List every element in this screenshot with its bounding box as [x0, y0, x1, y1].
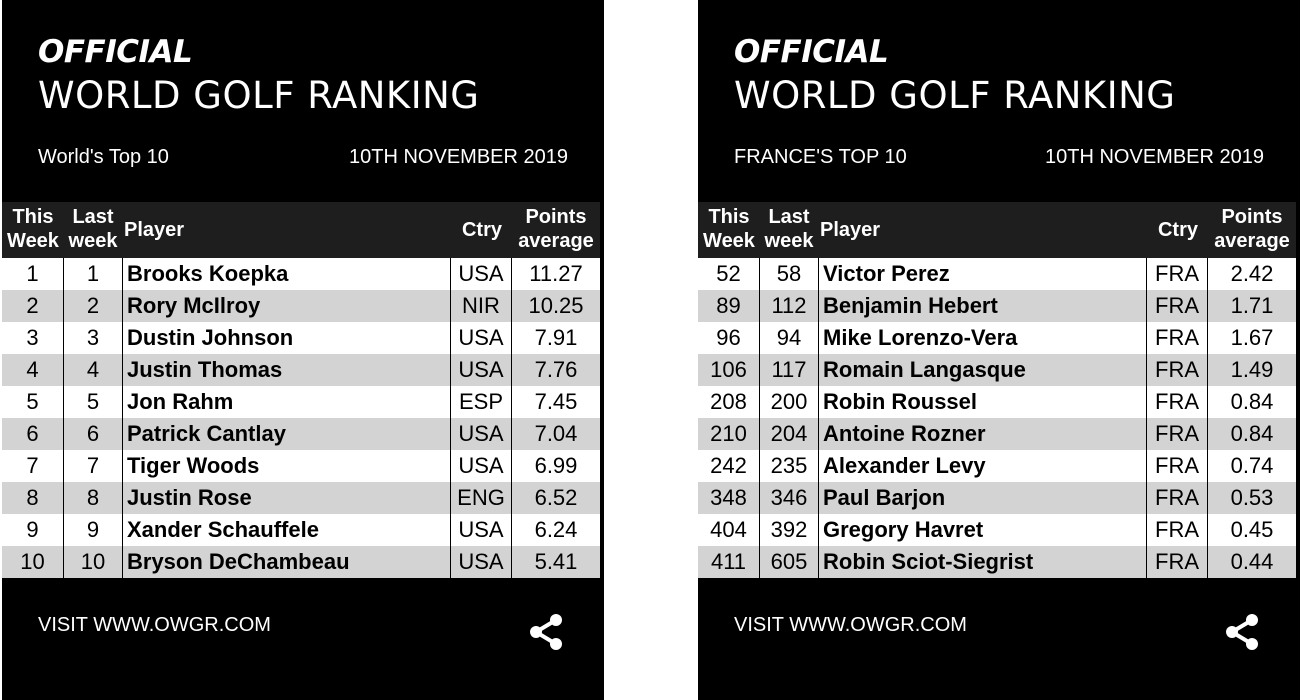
rank-last-week: 3 [64, 322, 123, 354]
rank-this-week: 208 [698, 386, 760, 418]
rank-this-week: 8 [2, 482, 64, 514]
header-this-week-line2: Week [703, 230, 755, 252]
share-icon[interactable] [526, 612, 566, 652]
country-code: ENG [451, 482, 512, 514]
country-code: FRA [1147, 546, 1208, 578]
rank-this-week: 7 [2, 450, 64, 482]
table-row [2, 482, 600, 514]
table-row [698, 322, 1296, 354]
player-name: Brooks Koepka [123, 258, 451, 290]
rank-last-week: 346 [760, 482, 819, 514]
card-title: WORLD GOLF RANKING [38, 74, 480, 117]
player-name: Victor Perez [819, 258, 1147, 290]
player-name: Robin Roussel [819, 386, 1147, 418]
table-header [2, 202, 600, 258]
table-row [698, 546, 1296, 578]
points-average: 6.24 [534, 517, 578, 542]
player-name: Jon Rahm [123, 386, 451, 418]
table-row [698, 258, 1296, 290]
header-points-line1: Points [525, 206, 587, 228]
rank-this-week: 4 [2, 354, 64, 386]
rank-last-week: 200 [760, 386, 819, 418]
header-points-average [1208, 205, 1296, 253]
rank-this-week: 106 [698, 354, 760, 386]
country-code: USA [451, 450, 512, 482]
rank-last-week: 94 [760, 322, 819, 354]
table-row [698, 386, 1296, 418]
rank-last-week: 9 [64, 514, 123, 546]
header-this-week [2, 205, 64, 253]
rank-last-week: 1 [64, 258, 123, 290]
rank-this-week: 1 [2, 258, 64, 290]
country-code: USA [451, 546, 512, 578]
player-name: Antoine Rozner [819, 418, 1147, 450]
points-average: 6.52 [534, 485, 578, 510]
points-average: 2.42 [1230, 261, 1274, 286]
country-code: FRA [1147, 514, 1208, 546]
header-points-line1: Points [1221, 206, 1283, 228]
rank-last-week: 5 [64, 386, 123, 418]
player-name: Gregory Havret [819, 514, 1147, 546]
table-row [2, 354, 600, 386]
country-code: USA [451, 258, 512, 290]
points-average: 1.49 [1230, 357, 1274, 382]
ranking-date: 10TH NOVEMBER 2019 [349, 146, 568, 168]
ranking-date: 10TH NOVEMBER 2019 [1045, 146, 1264, 168]
points-average: 1.71 [1230, 293, 1274, 318]
owgr-link[interactable]: VISIT WWW.OWGR.COM [38, 614, 271, 636]
points-average: 1.67 [1230, 325, 1274, 350]
rank-this-week: 6 [2, 418, 64, 450]
rank-last-week: 7 [64, 450, 123, 482]
table-row [2, 386, 600, 418]
header-this-week [698, 205, 760, 253]
header-last-week-line2: week [68, 230, 118, 252]
header-player: Player [124, 219, 185, 241]
header-last-week-line1: Last [768, 206, 810, 228]
header-last-week-line1: Last [72, 206, 114, 228]
rank-last-week: 2 [64, 290, 123, 322]
player-name: Paul Barjon [819, 482, 1147, 514]
share-icon[interactable] [1222, 612, 1262, 652]
header-country: Ctry [1157, 219, 1198, 241]
player-name: Alexander Levy [819, 450, 1147, 482]
table-row [698, 290, 1296, 322]
rank-this-week: 210 [698, 418, 760, 450]
points-average: 0.84 [1230, 421, 1274, 446]
player-name: Bryson DeChambeau [123, 546, 451, 578]
country-code: FRA [1147, 386, 1208, 418]
world-ranking-card [2, 0, 604, 700]
points-average: 7.04 [534, 421, 578, 446]
rank-last-week: 235 [760, 450, 819, 482]
player-name: Romain Langasque [819, 354, 1147, 386]
player-name: Mike Lorenzo-Vera [819, 322, 1147, 354]
country-code: USA [451, 514, 512, 546]
rank-last-week: 58 [760, 258, 819, 290]
owgr-link[interactable]: VISIT WWW.OWGR.COM [734, 614, 967, 636]
player-name: Justin Thomas [123, 354, 451, 386]
rank-this-week: 52 [698, 258, 760, 290]
header-player: Player [820, 219, 881, 241]
country-code: USA [451, 418, 512, 450]
country-code: NIR [451, 290, 512, 322]
points-average: 0.44 [1230, 549, 1274, 574]
table-header [698, 202, 1296, 258]
rank-last-week: 117 [760, 354, 819, 386]
table-row [2, 322, 600, 354]
rank-this-week: 3 [2, 322, 64, 354]
rank-this-week: 10 [2, 546, 64, 578]
rank-this-week: 242 [698, 450, 760, 482]
player-name: Tiger Woods [123, 450, 451, 482]
header-last-week [64, 205, 122, 253]
header-country: Ctry [461, 219, 502, 241]
card-subtitle: FRANCE'S TOP 10 [734, 146, 907, 168]
points-average: 0.74 [1230, 453, 1274, 478]
header-last-week [760, 205, 818, 253]
header-last-week-line2: week [764, 230, 814, 252]
points-average: 0.53 [1230, 485, 1274, 510]
rank-last-week: 8 [64, 482, 123, 514]
points-average: 5.41 [534, 549, 578, 574]
points-average: 7.91 [534, 325, 578, 350]
rank-this-week: 9 [2, 514, 64, 546]
header-this-week-line1: This [12, 206, 54, 228]
official-label: OFFICIAL [38, 34, 193, 70]
card-subtitle: World's Top 10 [38, 146, 169, 168]
country-code: FRA [1147, 290, 1208, 322]
points-average: 7.76 [534, 357, 578, 382]
table-row [2, 290, 600, 322]
country-code: FRA [1147, 322, 1208, 354]
points-average: 10.25 [528, 293, 584, 318]
rank-this-week: 348 [698, 482, 760, 514]
points-average: 0.84 [1230, 389, 1274, 414]
header-points-line2: average [1214, 230, 1290, 252]
header-points-average [512, 205, 600, 253]
points-average: 6.99 [534, 453, 578, 478]
rank-this-week: 96 [698, 322, 760, 354]
player-name: Rory McIlroy [123, 290, 451, 322]
rank-last-week: 204 [760, 418, 819, 450]
player-name: Justin Rose [123, 482, 451, 514]
table-row [2, 514, 600, 546]
country-code: FRA [1147, 354, 1208, 386]
card-title: WORLD GOLF RANKING [734, 74, 1176, 117]
player-name: Robin Sciot-Siegrist [819, 546, 1147, 578]
ranking-table-body [2, 258, 600, 578]
rank-this-week: 89 [698, 290, 760, 322]
header-points-line2: average [518, 230, 594, 252]
table-row [2, 546, 600, 578]
country-code: USA [451, 354, 512, 386]
country-code: FRA [1147, 418, 1208, 450]
rank-this-week: 5 [2, 386, 64, 418]
table-row [698, 514, 1296, 546]
player-name: Dustin Johnson [123, 322, 451, 354]
table-row [2, 450, 600, 482]
ranking-table-body [698, 258, 1296, 578]
header-this-week-line1: This [708, 206, 750, 228]
country-code: ESP [451, 386, 512, 418]
rank-last-week: 112 [760, 290, 819, 322]
official-label: OFFICIAL [734, 34, 889, 70]
rank-last-week: 392 [760, 514, 819, 546]
player-name: Patrick Cantlay [123, 418, 451, 450]
table-row [2, 418, 600, 450]
country-code: FRA [1147, 450, 1208, 482]
france-ranking-card [698, 0, 1300, 700]
table-row [698, 482, 1296, 514]
country-code: USA [451, 322, 512, 354]
table-row [698, 354, 1296, 386]
table-row [698, 418, 1296, 450]
rank-last-week: 4 [64, 354, 123, 386]
points-average: 7.45 [534, 389, 578, 414]
rank-last-week: 6 [64, 418, 123, 450]
country-code: FRA [1147, 482, 1208, 514]
player-name: Xander Schauffele [123, 514, 451, 546]
rank-last-week: 605 [760, 546, 819, 578]
rank-this-week: 411 [698, 546, 760, 578]
rank-this-week: 404 [698, 514, 760, 546]
points-average: 0.45 [1230, 517, 1274, 542]
points-average: 11.27 [529, 261, 583, 286]
rank-last-week: 10 [64, 546, 123, 578]
country-code: FRA [1147, 258, 1208, 290]
table-row [698, 450, 1296, 482]
table-row [2, 258, 600, 290]
rank-this-week: 2 [2, 290, 64, 322]
player-name: Benjamin Hebert [819, 290, 1147, 322]
header-this-week-line2: Week [7, 230, 59, 252]
